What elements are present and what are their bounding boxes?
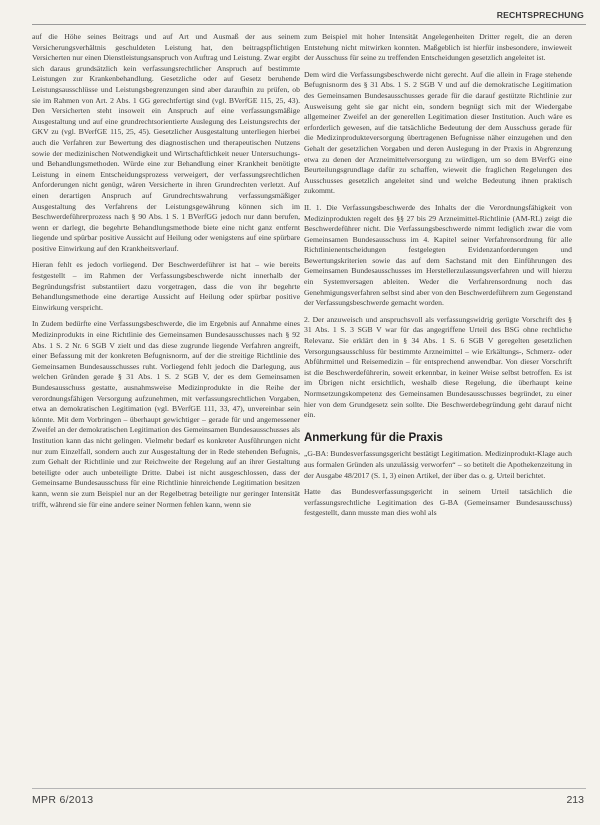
paragraph: Hieran fehlt es jedoch vorliegend. Der Beschwerdeführer ist hat – wie bereits festgestellt – im Rahmen der Verfassungsbeschwerde nicht innerhalb der Begründungsfrist substantiiert dazu vorgetragen, dass die von ihr begehrte Behandlungsmethode eine derartige Aussicht auf Heilung oder spürbar positive Einwirkung verspricht. [32,260,300,312]
page-number: 213 [566,794,584,806]
header-rule [32,24,586,25]
paragraph: Dem wird die Verfassungsbeschwerde nicht gerecht. Auf die allein in Frage stehende Befugnisnorm des § 31 Abs. 1 S. 2 SGB V und auf die demokratische Legitimation des Gemeinsamen Bundesausschusses gerade für die darauf gestützte Richtlinie zur Ausweisung geht sie gar nicht ein, sondern begnügt sich mit der Wiedergabe allgemeiner Zweifel an der generellen Legitimation dieser Institution. Auch wäre es erforderlich gewesen, auf die tatsächliche Bedeutung der dem Ausschuss gerade für die Medizinprodukteversorgung übertragenen Befugnisse näher einzugehen und den Gehalt der gesetzlichen Vorgaben und deren Auslegung in der Praxis in Abgrenzung etwa zu denen der Arzneimittelversorgung zu würdigen, um so dem BVerfG eine Beurteilungsgrundlage dafür zu schaffen, wieweit die fraglichen Regelungen des Ausschusses gesetzlich angeleitet sind und welche Bedeutung ihnen praktisch zukommt. [304,69,572,196]
paragraph: Hatte das Bundesverfassungsgericht in seinem Urteil tatsächlich die verfassungsrechtliche Legitimation des G-BA (Gemeinsamer Bundesausschuss) festgestellt, dann musste man dies wohl als [304,487,572,518]
paragraph: 2. Der anzuweisch und anspruchsvoll als verfassungswidrig gerügte Vorschrift des § 31 Abs. 1 S. 3 SGB V war für das angegriffene Urteil des BSG ohne rechtliche Relevanz. Sie erklärt den in § 34 Abs. 1 S. 6 SGB V geregelten gesetzlichen Versorgungsausschluss für bestimmte Arzneimittel – wie Erkältungs-, Schmerz- oder Abführmittel und Reisemedizin – für entsprechend anwendbar. Von dieser Vorschrift ist die Beschwerdeführerin, soweit erkennbar, in keiner Weise selbst betroffen. Es ist im Übrigen nicht ersichtlich, weshalb diese Regelung, die überhaupt keine Normsetzungskompetenz des Gemeinsamen Bundesausschusses begründet, zu einer hier von dem Grundgesetz sein sollte. Die Beschwerdebegründung geht darauf nicht ein. [304,314,572,420]
right-column [304,32,572,525]
left-column [32,32,300,516]
paragraph: In Zudem bedürfte eine Verfassungsbeschwerde, die im Ergebnis auf Annahme eines Medizinprodukts in eine Richtlinie des Gemeinsamen Bundesausschusses nach § 92 Abs. 1 S. 2 Nr. 6 SGB V zielt und das diese zugrunde liegende Verfahren angreift, einer Befassung mit der konkreten Befugnisnorm, auf der die streitige Richtlinie des Gemeinsamen Bundesausschusses ruht. Vorliegend fehlt jedoch die Darlegung, aus welchen Gründen gerade § 31 Abs. 1 S. 2 SGB V, der es dem Gemeinsamen Bundesausschuss gestatte, ausnahmsweise Medizinprodukte in die Reihe der verordnungsfähigen Versorgung aufzunehmen, mit verfassungsrechtlichen Vorgaben, etwa an demokratischen Legitimation (vgl. BVerfGE 111, 33, 47), unvereinbar sein könnte. Mit dem Vorbringen – überhaupt gewichtiger – gerade für und angemessener Zweifel an der demokratischen Legitimation des Gemeinsamen Bundesausschusses als Institution kann das nicht gelingen. Vielmehr bedarf es konkreter Ausführungen nicht nur zum Einzelfall, sondern auch zur Ausgestaltung der in Rede stehenden Befugnis, zum Gehalt der Richtlinie und zur Reichweite der Regelung auf an ihrer Gestaltung beteiligte oder auch unbeteiligte Dritte. Dabei ist nicht ausgeschlossen, dass der Gemeinsame Bundesausschuss für eine Richtlinie hinreichende Legitimation besitzen kann, wenn sie zum Beispiel nur an der Regelbetrag beteiligte nur geringer Intensität trifft, während sie für eine andere seiner Normen fehlen kann, wenn sie [32,319,300,509]
practice-heading: Anmerkung für die Praxis [304,430,443,444]
paragraph: auf die Höhe seines Beitrags und auf Art und Ausmaß der aus seinem Versicherungsverhältnis geschuldeten Leistung hat, den beitragspflichtigen Versicherten nur einen Dienstleistungsanspruch von Auftrag und Leistung. Zwar ergibt sich daraus grundsätzlich kein verfassungsrechtlicher Anspruch auf bestimmte Leistungen zur Krankenbehandlung. Gesetzliche oder auf Gesetz beruhende Leistungsausschlüsse und Leistungsbegrenzungen sind aber daraufhin zu prüfen, ob sie im Rahmen von Art. 2 Abs. 1 GG gerechtfertigt sind (vgl. BVerfGE 115, 25, 43). Den Versicherten steht insoweit ein Anspruch auf eine verfassungsmäßige Ausgestaltung und auf eine grundrechtsorientierte Auslegung des Leistungsrechts der GKV zu (vgl. BVerfGE 115, 25, 45). Gesetzlicher Ausgestaltung unterliegen hierbei auch die Verfahren zur Bewertung des diagnostischen und therapeutischen Nutzens sowie der medizinischen Notwendigkeit und Wirtschaftlichkeit neuer Untersuchungs- und Behandlungsmethoden. Würde eine zur Behandlung einer Krankheit benötigte Leistung in einem Entscheidungsprozess verweigert, der verfassungsrechtlichen Anforderungen nicht genügt, wären Versicherte in ihren Grundrechten verletzt. Auf einen derartigen Anspruch auf Grundrechtswahrung verfassungsmäßiger Ausgestaltung des Verfahrens der Leistungsgewährung können sich im Beschwerdeführerprozess nach § 90 Abs. 1 S. 1 BVerfGG jedoch nur dann berufen, wenn er darlegt, die begehrte Behandlungsmethode biete eine nicht ganz entfernt liegende und spürbar positive Aussicht auf Heilung oder wenigstens auf eine spürbare positive Einwirkung auf den Krankheitsverlauf. [32,32,300,253]
paragraph: zum Beispiel mit hoher Intensität Angelegenheiten Dritter regelt, die an deren Entstehung nicht mitwirken konnten. Maßgeblich ist hierfür insbesondere, inwieweit der Ausschuss für seine zu treffenden Entscheidungen gesetzlich angeleitet ist. [304,32,572,63]
footer-rule [32,788,586,789]
section-label: RECHTSPRECHUNG [496,10,584,20]
journal-issue: MPR 6/2013 [32,794,94,806]
paragraph: II. 1. Die Verfassungsbeschwerde des Inhalts der die Verordnungsfähigkeit von Medizinprodukten regelt des §§ 27 bis 29 Arzneimittel-Richtlinie (AM-RL) zeigt die Beschwerdeführer nicht. Die Verfassungsbeschwerde nimmt lediglich zwar die vom Gemeinsamen Bundesausschuss im 4. Kapitel seiner Verfahrensordnung für alle Richtlinienentscheidungen festgelegten Evidenzanforderungen und Bewertungskriterien sowie das auf dem Sachstand mit den Einführungen des Gemeinsamen Bundesausschusses im Herstellerzulassungsverfahren und will hierzu ein Systemversagen ableiten. Weder die Verfahrensordnung noch das Genehmigungsverfahren selbst sind aber von den Beschwerdeführern zum Gegenstand der Verfassungsbeschwerde gemacht worden. [304,202,572,308]
paragraph: „G-BA: Bundesverfassungsgericht bestätigt Legitimation. Medizinprodukt-Klage auch aus formalen Gründen als unzulässig verworfen“ – so betitelt die Apothekenzeitung in der Ausgabe 48/2017 (S. 1, 3) einen Artikel, der über das o. g. Urteil berichtet. [304,449,572,480]
